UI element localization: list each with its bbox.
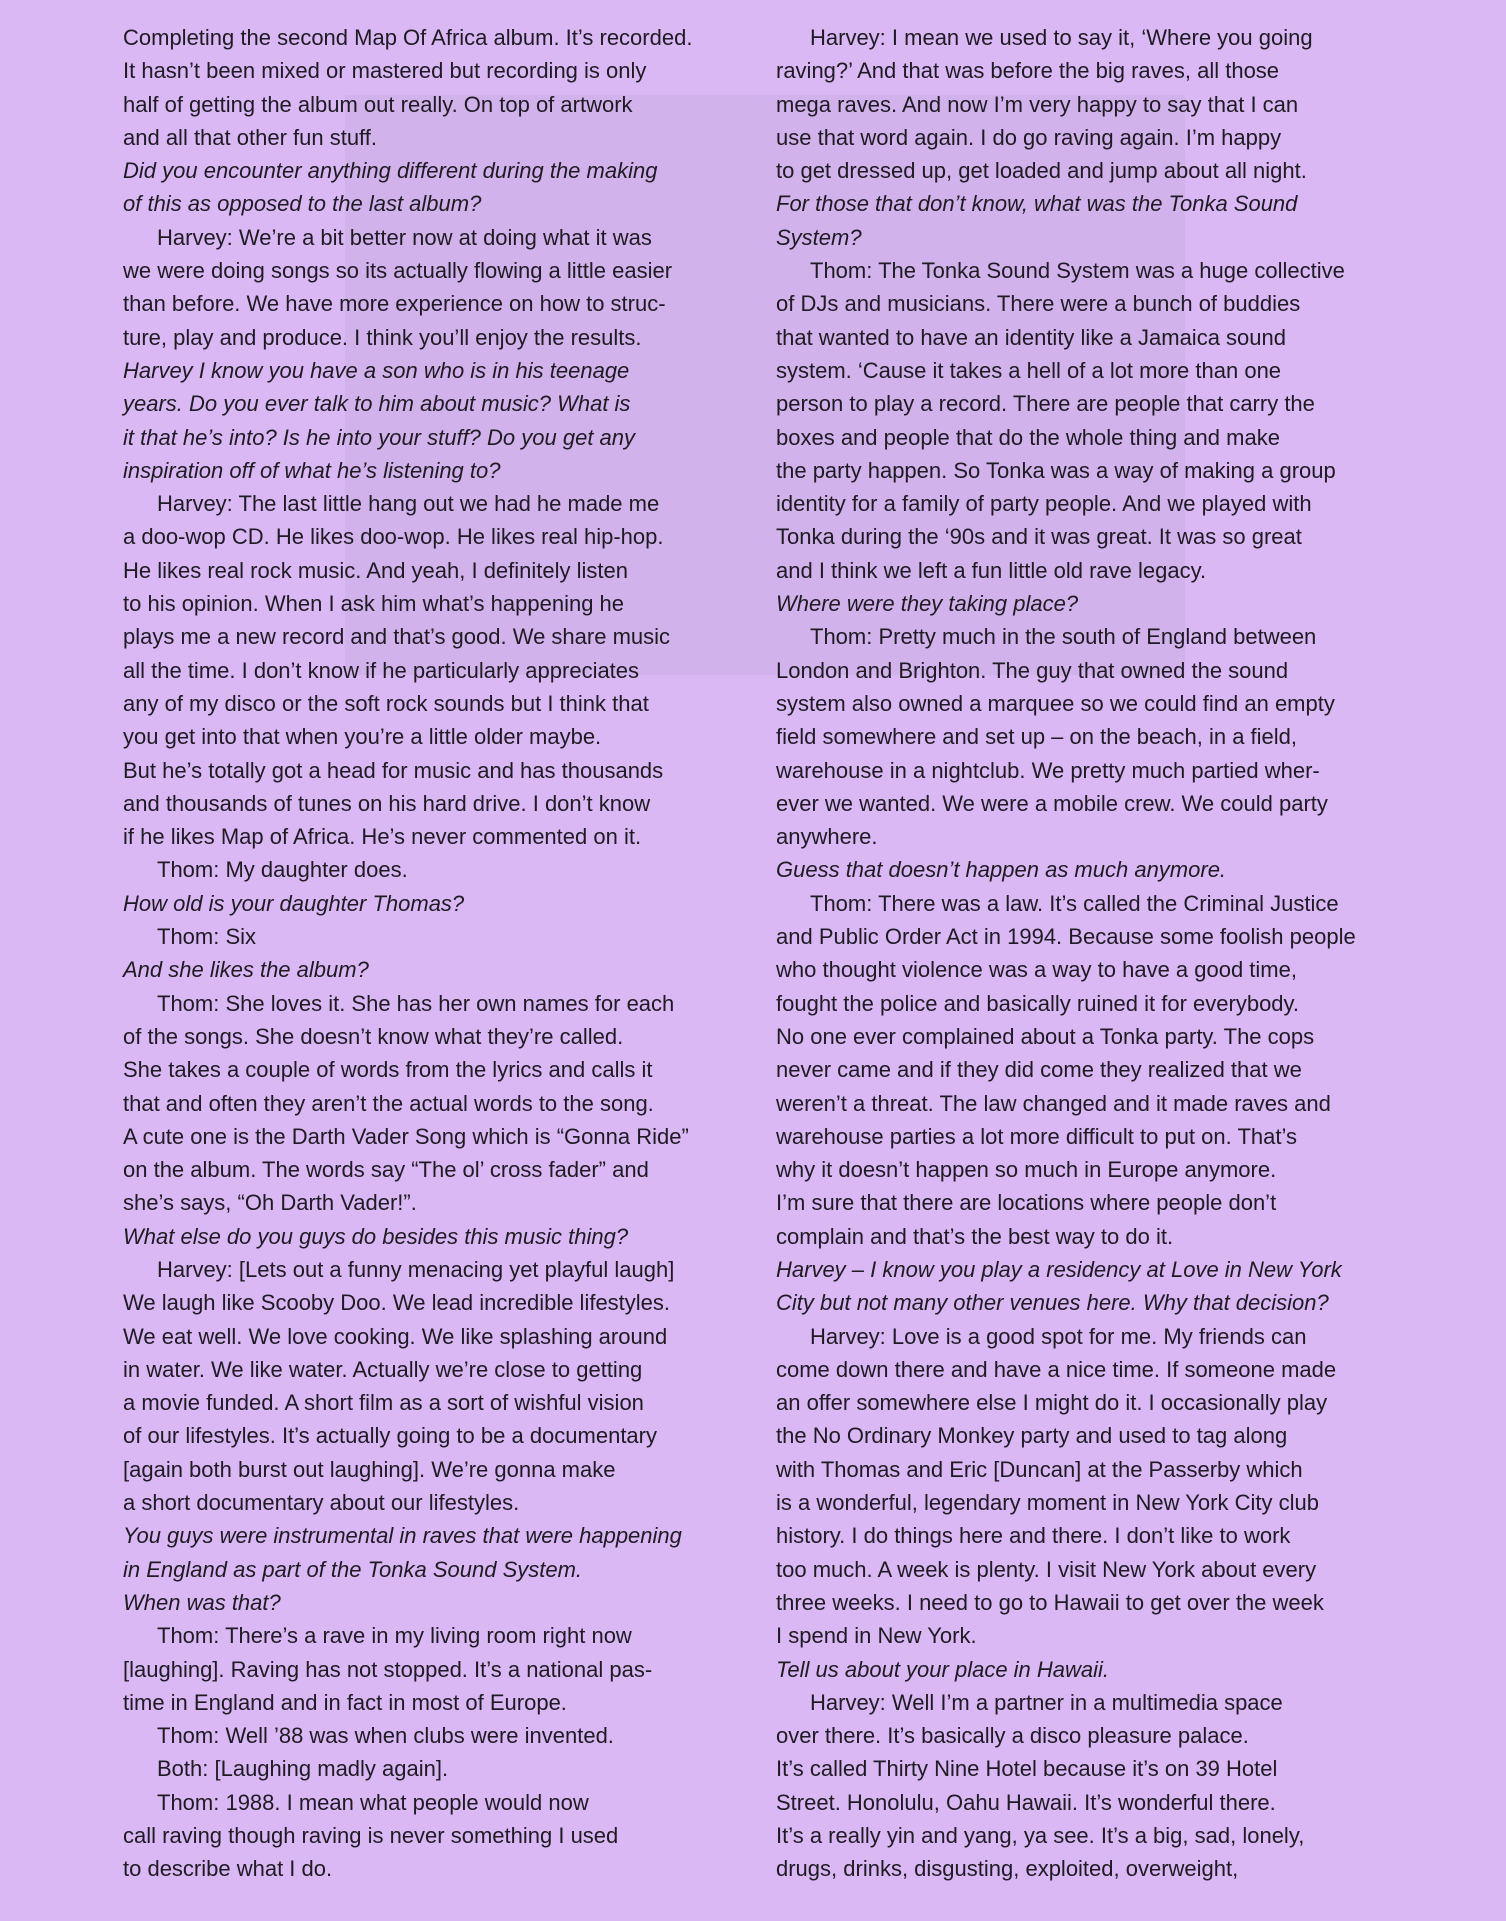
interview-paragraph: Thom: There’s a rave in my living room right now [laughing]. Raving has not stopped. It’s a national pas- time in England and in fact in most of Europe. — [123, 1623, 653, 1715]
right-column — [776, 21, 1426, 1886]
interview-question: For those that don’t know, what was the Tonka Sound System? — [776, 191, 1298, 250]
interview-paragraph: Harvey: I mean we used to say it, ‘Where you going raving?’ And that was before the big raves, all those mega raves. And now I’m very happy to say that I can use that word again. I do go raving again. I’m happy to get dressed up, get loaded and jump about all night. — [776, 25, 1313, 184]
interview-paragraph: Thom: Well ’88 was when clubs were invented. — [157, 1723, 614, 1749]
interview-paragraph: Harvey: We’re a bit better now at doing what it was we were doing songs so its actually flowing a little easier than before. We have more experience on how to struc- ture, play and produce. I think you’ll enjoy the results. — [123, 224, 673, 350]
left-column — [123, 21, 773, 1886]
interview-paragraph: Both: [Laughing madly again]. — [157, 1756, 449, 1782]
interview-question: Tell us about your place in Hawaii. — [776, 1656, 1110, 1682]
interview-paragraph: Thom: There was a law. It’s called the Criminal Justice and Public Order Act in 1994. Because some foolish people who thought violence was a way to have a good time, fought the police and basically ruined it for everybody. No one ever complained about a Tonka party. The cops never came and if they did come they realized that we weren’t a threat. The law changed and it made raves and warehouse parties a lot more difficult to put on. That’s why it doesn’t happen so much in Europe anymore. I’m sure that there are locations where people don’t complain and that’s the best way to do it. — [776, 890, 1356, 1249]
interview-paragraph: Completing the second Map Of Africa album. It’s recorded. It hasn’t been mixed or mastered but recording is only half of getting the album out really. On top of artwork and all that other fun stuff. — [123, 25, 693, 150]
interview-paragraph: Harvey: Well I’m a partner in a multimedia space over there. It’s basically a disco pleasure palace. It’s called Thirty Nine Hotel because it’s on 39 Hotel Street. Honolulu, Oahu Hawaii. It’s wonderful there. It’s a really yin and yang, ya see. It’s a big, sad, lonely, drugs, drinks, disgusting, exploited, overweight, — [776, 1689, 1305, 1882]
interview-question: Harvey – I know you play a residency at Love in New York City but not many other venues here. Why that decision? — [776, 1256, 1342, 1316]
interview-paragraph: Harvey: Love is a good spot for me. My friends can come down there and have a nice time. If someone made an offer somewhere else I might do it. I occasionally play the No Ordinary Monkey party and used to tag along with Thomas and Eric [Duncan] at the Passerby which is a wonderful, legendary moment in New York City club history. I do things here and there. I don’t like to work too much. A week is plenty. I visit New York about every three weeks. I need to go to Hawaii to get over the week I spend in New York. — [776, 1323, 1337, 1649]
interview-paragraph: Thom: 1988. I mean what people would now call raving though raving is never something I used to describe what I do. — [123, 1789, 619, 1882]
interview-question: Where were they taking place? — [776, 591, 1079, 617]
interview-question: You guys were instrumental in raves that were happening in England as part of the Tonka Sound System. When was that? — [123, 1523, 682, 1615]
interview-paragraph: Thom: She loves it. She has her own names for each of the songs. She doesn’t know what they’re called. She takes a couple of words from the lyrics and calls it that and often they aren’t the actual words to the song. A cute one is the Darth Vader Song which is “Gonna Ride” on the album. The words say “The ol’ cross fader” and she’s says, “Oh Darth Vader!”. — [123, 990, 689, 1216]
interview-paragraph: Harvey: [Lets out a funny menacing yet playful laugh] We laugh like Scooby Doo. We lead incredible lifestyles. We eat well. We love cooking. We like splashing around in water. We like water. Actually we’re close to getting a movie funded. A short film as a sort of wishful vision of our lifestyles. It’s actually going to be a documentary [again both burst out laughing]. We’re gonna make a short documentary about our lifestyles. — [123, 1256, 675, 1516]
interview-paragraph: Thom: The Tonka Sound System was a huge collective of DJs and musicians. There were a bunch of buddies that wanted to have an identity like a Jamaica sound system. ‘Cause it takes a hell of a lot more than one person to play a record. There are people that carry the boxes and people that do the whole thing and make the party happen. So Tonka was a way of making a group identity for a family of party people. And we played with Tonka during the ‘90s and it was great. It was so great and I think we left a fun little old rave legacy. — [776, 258, 1345, 583]
interview-paragraph: Thom: My daughter does. — [157, 857, 408, 883]
interview-paragraph: Harvey: The last little hang out we had he made me a doo-wop CD. He likes doo-wop. He likes real hip-hop. He likes real rock music. And yeah, I definitely listen to his opinion. When I ask him what’s happening he plays me a new record and that’s good. We share music all the time. I don’t know if he particularly appreciates any of my disco or the soft rock sounds but I think that you get into that when you’re a little older maybe. But he’s totally got a head for music and has thousands and thousands of tunes on his hard drive. I don’t know if he likes Map of Africa. He’s never commented on it. — [123, 491, 671, 850]
interview-paragraph: Thom: Pretty much in the south of England between London and Brighton. The guy that owned the sound system also owned a marquee so we could find an empty field somewhere and set up – on the beach, in a field, warehouse in a nightclub. We pretty much partied wher- ever we wanted. We were a mobile crew. We could party anywhere. — [776, 624, 1335, 850]
interview-question: And she likes the album? — [123, 957, 369, 983]
interview-question: Did you encounter anything different during the making of this as opposed to the last album? — [123, 158, 658, 217]
interview-question: Guess that doesn’t happen as much anymore. — [776, 857, 1227, 883]
interview-question: Harvey I know you have a son who is in his teenage years. Do you ever talk to him about music? What is it that he’s into? Is he into your stuff? Do you get any inspiration off of what he’s listening to? — [123, 357, 636, 483]
interview-question: How old is your daughter Thomas? — [123, 890, 465, 916]
interview-question: What else do you guys do besides this music thing? — [123, 1223, 629, 1249]
interview-paragraph: Thom: Six — [157, 924, 257, 950]
